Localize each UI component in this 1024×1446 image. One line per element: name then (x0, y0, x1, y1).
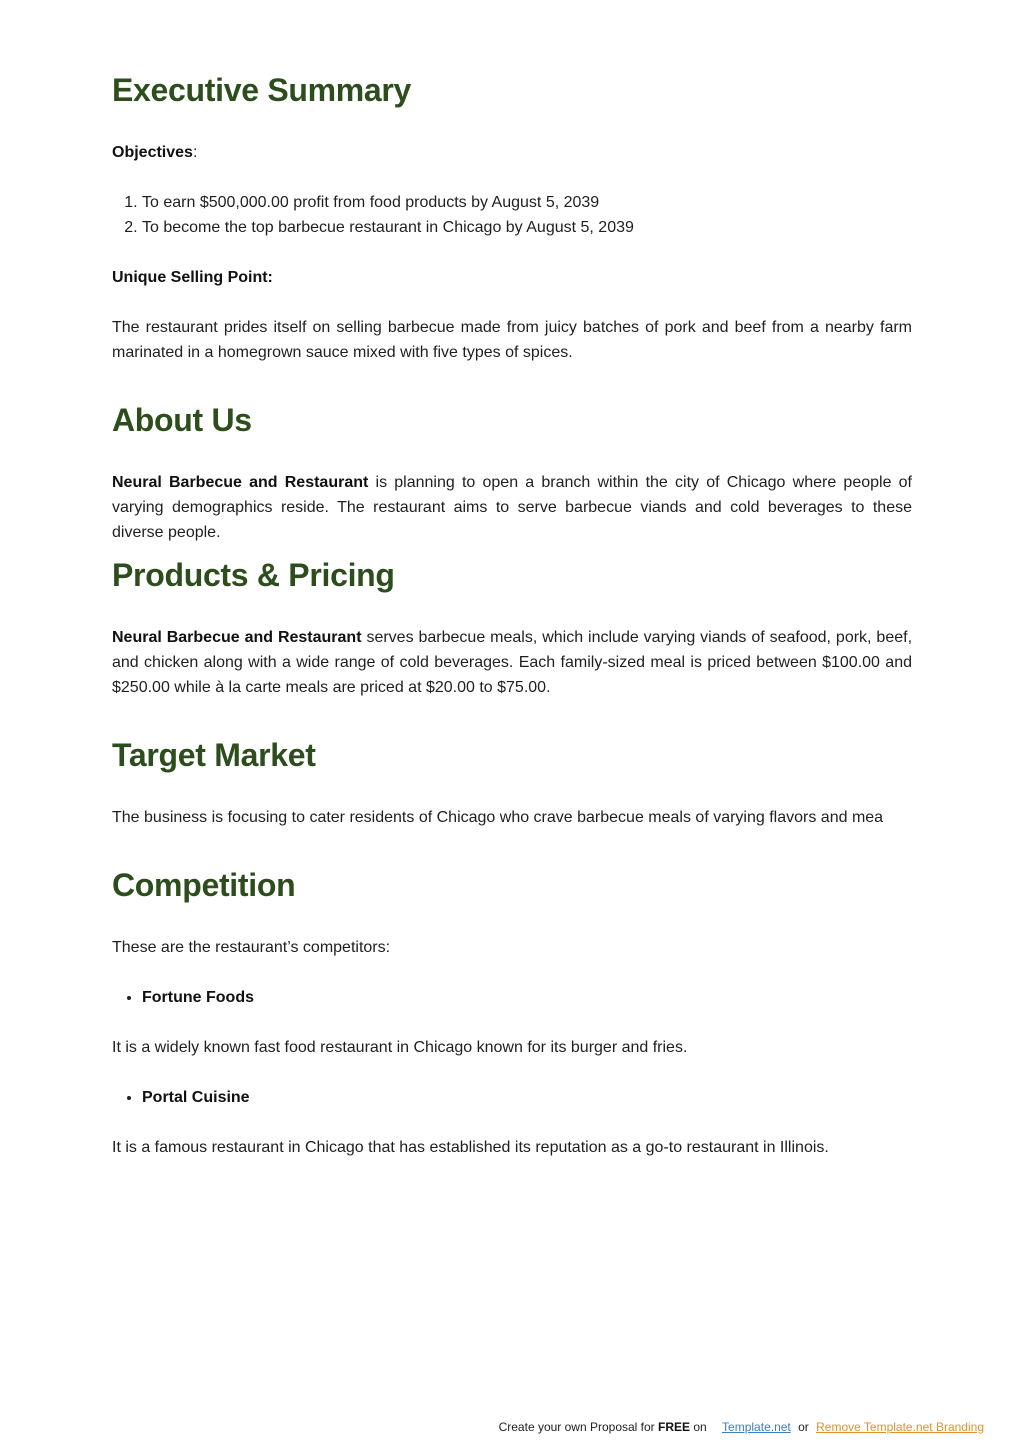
objectives-list (112, 190, 912, 240)
about-us-company-name: Neural Barbecue and Restaurant (112, 474, 369, 491)
competitor-name (142, 985, 912, 1010)
competitor-description: It is a famous restaurant in Chicago that has established its reputation as a go-to restaurant in Illinois. (112, 1139, 829, 1156)
objectives-heading (112, 140, 197, 165)
products-pricing-title: Products & Pricing (112, 557, 395, 593)
target-market-title: Target Market (112, 737, 316, 773)
executive-summary-title: Executive Summary (112, 72, 412, 108)
template-net-link[interactable]: Template.net (722, 1420, 791, 1434)
footer-free: FREE (658, 1420, 691, 1434)
target-market-paragraph: The business is focusing to cater residents of Chicago who crave barbecue meals of varying flavors and mea (112, 809, 884, 826)
footer-or: or (794, 1420, 813, 1434)
remove-branding-link[interactable]: Remove Template.net Branding (816, 1420, 984, 1434)
competitor-name-text: Fortune Foods (142, 989, 254, 1006)
footer-prefix: Create your own Proposal for (498, 1420, 659, 1434)
usp-label: Unique Selling Point: (112, 269, 273, 286)
objective-item: 1. To earn $500,000.00 profit from food products by August 5, 2039 (142, 190, 912, 215)
objectives-label: Objectives (112, 144, 193, 161)
usp-paragraph: The restaurant prides itself on selling barbecue made from juicy batches of pork and beef from a nearby farm marinated in a homegrown sauce mixed with five types of spices. (112, 319, 912, 361)
competitor-description: It is a widely known fast food restaurant in Chicago known for its burger and fries. (112, 1039, 688, 1056)
usp-heading (112, 265, 273, 290)
competitor-list (112, 985, 912, 1010)
about-us-paragraph (112, 470, 912, 545)
competitor-name (142, 1085, 912, 1110)
branding-footer (499, 1418, 984, 1436)
objectives-colon: : (192, 144, 198, 161)
objective-item: 2. To become the top barbecue restaurant in Chicago by August 5, 2039 (142, 215, 912, 240)
competitor-list (112, 1085, 912, 1110)
about-us-text: is planning to open a branch within the city of Chicago where people of varying demographics reside. The restaurant aims to serve barbecue viands and cold beverages to these diverse people. (112, 474, 913, 541)
competitor-name-text: Portal Cuisine (142, 1089, 250, 1106)
competition-title: Competition (112, 867, 296, 903)
products-pricing-text: serves barbecue meals, which include varying viands of seafood, pork, beef, and chicken along with a wide range of cold beverages. Each family-sized meal is priced between $100.00 and $250.00 while à la carte meals are priced at $20.00 to $75.00. (112, 629, 913, 696)
about-us-title: About Us (112, 402, 252, 438)
competition-intro: These are the restaurant’s competitors: (112, 939, 391, 956)
products-pricing-paragraph (112, 625, 912, 700)
products-company-name: Neural Barbecue and Restaurant (112, 629, 362, 646)
footer-on: on (690, 1420, 711, 1434)
